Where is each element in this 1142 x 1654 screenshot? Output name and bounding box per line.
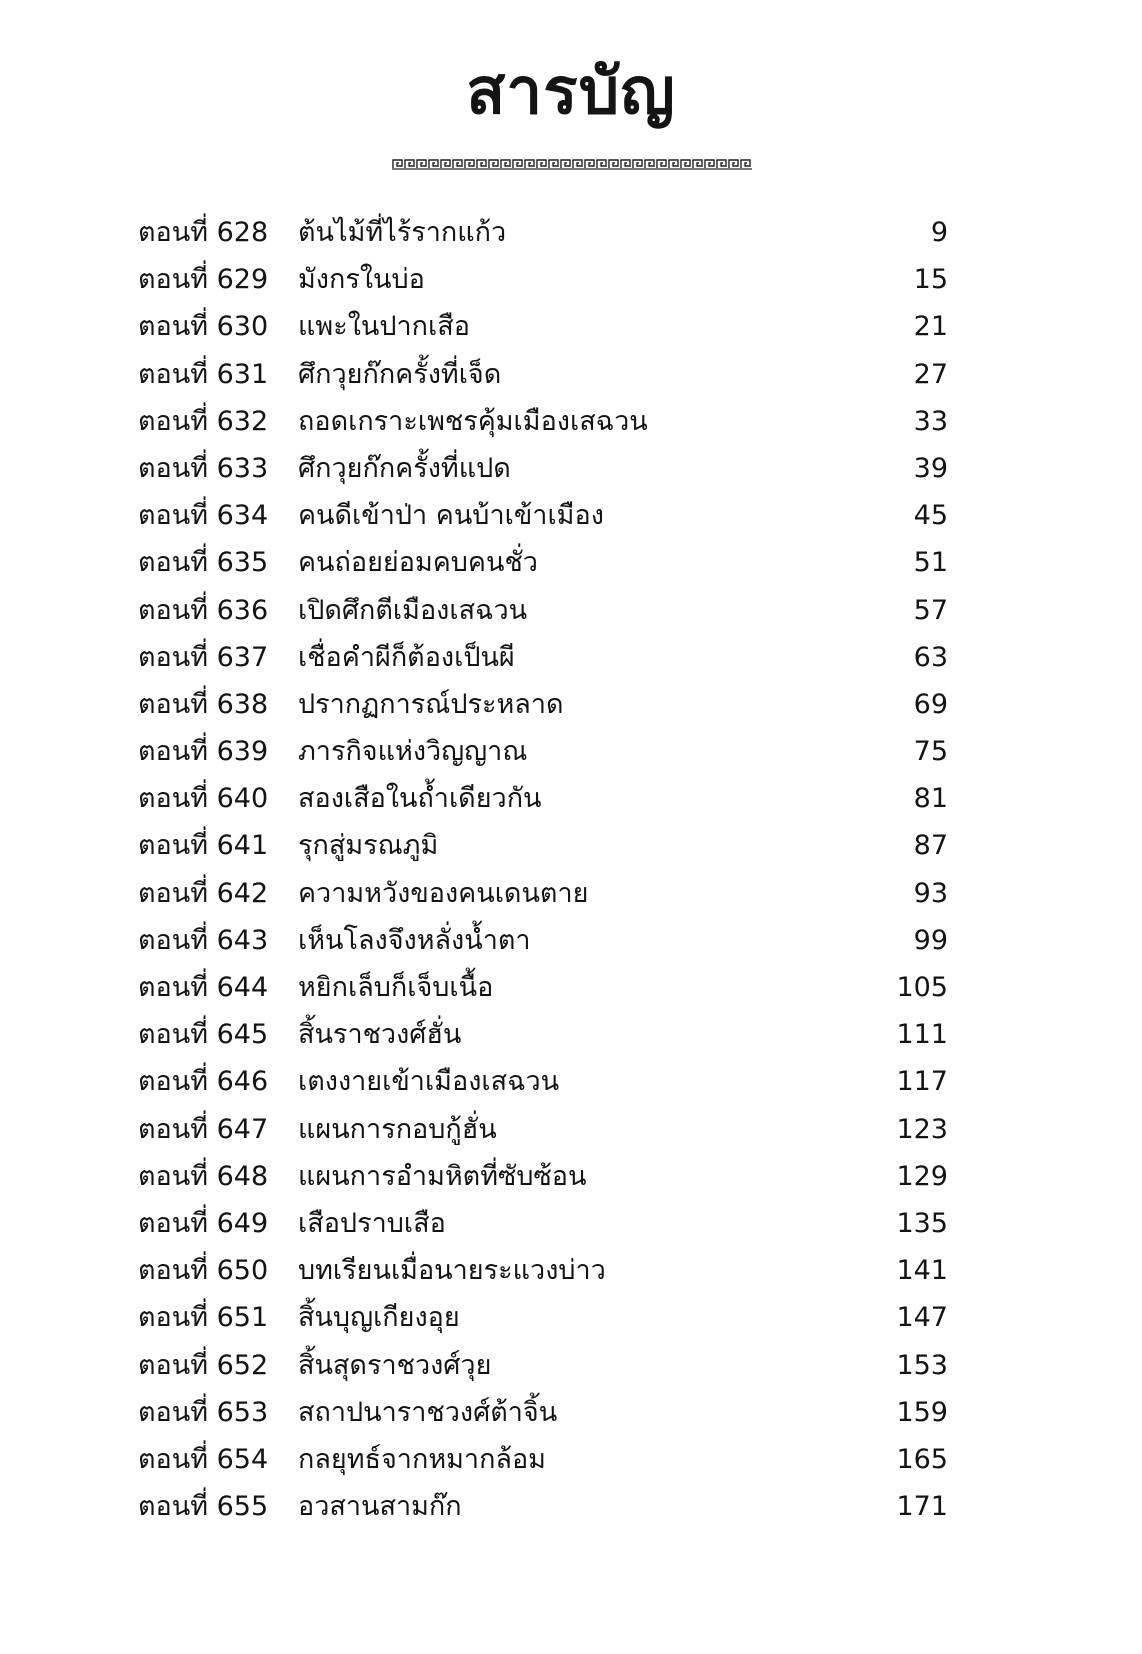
toc-chapter-number: ตอนที่ 650 — [138, 1255, 269, 1287]
toc-entry — [138, 870, 948, 917]
toc-chapter-number: ตอนที่ 632 — [138, 405, 269, 437]
toc-chapter-title: สิ้นสุดราชวงศ์วุย — [298, 1349, 492, 1381]
toc-chapter-title: เปิดศึกตีเมืองเสฉวน — [298, 594, 528, 626]
toc-chapter-number: ตอนที่ 641 — [138, 830, 269, 862]
toc-entry — [138, 822, 948, 869]
toc-entry — [138, 1011, 948, 1058]
toc-entry — [138, 303, 948, 350]
toc-chapter-number: ตอนที่ 652 — [138, 1349, 269, 1381]
toc-chapter-title: อวสานสามก๊ก — [298, 1491, 462, 1523]
toc-chapter-number: ตอนที่ 636 — [138, 594, 269, 626]
toc-chapter-number: ตอนที่ 655 — [138, 1491, 269, 1523]
toc-chapter-title: ศึกวุยก๊กครั้งที่แปด — [298, 452, 511, 484]
toc-chapter-title: แผนการกอบกู้ฮั่น — [298, 1113, 497, 1145]
toc-page-number: 63 — [913, 641, 948, 673]
toc-page-number: 45 — [913, 500, 948, 532]
toc-chapter-number: ตอนที่ 647 — [138, 1113, 269, 1145]
toc-chapter-title: สิ้นบุญเกียงอุย — [298, 1302, 460, 1334]
toc-chapter-number: ตอนที่ 638 — [138, 688, 269, 720]
toc-page-number: 105 — [896, 972, 948, 1003]
toc-chapter-number: ตอนที่ 633 — [138, 452, 269, 484]
toc-page-number: 129 — [896, 1160, 948, 1192]
toc-page-number: 39 — [913, 452, 948, 484]
toc-page-number: 171 — [896, 1491, 948, 1523]
toc-chapter-number: ตอนที่ 654 — [138, 1443, 269, 1475]
toc-chapter-number: ตอนที่ 640 — [138, 783, 269, 815]
toc-chapter-number: ตอนที่ 651 — [138, 1302, 269, 1334]
toc-chapter-title: หยิกเล็บก็เจ็บเนื้อ — [298, 972, 494, 1003]
toc-page-number: 33 — [913, 405, 948, 437]
toc-page-number: 117 — [896, 1066, 948, 1098]
toc-chapter-title: แผนการอำมหิตที่ซับซ้อน — [298, 1160, 587, 1192]
toc-chapter-title: ต้นไม้ที่ไร้รากแก้ว — [298, 217, 507, 248]
toc-chapter-number: ตอนที่ 628 — [138, 217, 269, 248]
toc-entry — [138, 445, 948, 492]
toc-chapter-title: เตงงายเข้าเมืองเสฉวน — [298, 1066, 560, 1098]
toc-page-number: 147 — [896, 1302, 948, 1334]
toc-page-number: 27 — [913, 358, 948, 390]
toc-chapter-title: มังกรในบ่อ — [298, 264, 425, 296]
page-title: สารบัญ — [466, 55, 676, 129]
toc-page-number: 99 — [913, 924, 948, 956]
toc-entry — [138, 1106, 948, 1153]
toc-entry — [138, 1058, 948, 1105]
toc-chapter-number: ตอนที่ 630 — [138, 311, 269, 343]
toc-chapter-number: ตอนที่ 639 — [138, 736, 269, 768]
toc-chapter-title: เชื่อคำผีก็ต้องเป็นผี — [298, 641, 515, 673]
toc-chapter-number: ตอนที่ 631 — [138, 358, 269, 390]
toc-chapter-title: สถาปนาราชวงศ์ต้าจิ้น — [298, 1396, 558, 1428]
toc-entry — [138, 351, 948, 398]
toc-chapter-number: ตอนที่ 644 — [138, 972, 269, 1003]
toc-chapter-title: บทเรียนเมื่อนายระแวงบ่าว — [298, 1255, 606, 1287]
toc-entry — [138, 1200, 948, 1247]
toc-page-number: 159 — [896, 1396, 948, 1428]
toc-page-number: 69 — [913, 688, 948, 720]
toc-chapter-title: แพะในปากเสือ — [298, 311, 470, 343]
toc-page-number: 51 — [913, 547, 948, 579]
toc-chapter-title: รุกสู่มรณภูมิ — [298, 830, 439, 862]
toc-entry — [138, 1153, 948, 1200]
toc-page-number: 165 — [896, 1443, 948, 1475]
toc-page-number: 153 — [896, 1349, 948, 1381]
toc-page-number: 111 — [896, 1019, 948, 1051]
toc-chapter-number: ตอนที่ 634 — [138, 500, 269, 532]
toc-page-number: 75 — [913, 736, 948, 768]
toc-entry — [138, 1294, 948, 1341]
ornament-divider — [392, 158, 752, 170]
toc-chapter-number: ตอนที่ 629 — [138, 264, 269, 296]
toc-page-number: 141 — [896, 1255, 948, 1287]
toc-entry — [138, 587, 948, 634]
toc-entry — [138, 634, 948, 681]
toc-entry — [138, 209, 948, 256]
toc-entry — [138, 256, 948, 303]
toc-chapter-number: ตอนที่ 645 — [138, 1019, 269, 1051]
toc-chapter-title: ถอดเกราะเพชรคุ้มเมืองเสฉวน — [298, 405, 648, 437]
toc-entry — [138, 917, 948, 964]
toc-chapter-title: สองเสือในถ้ำเดียวกัน — [298, 783, 542, 815]
toc-chapter-title: เห็นโลงจึงหลั่งน้ำตา — [298, 924, 531, 956]
toc-entry — [138, 539, 948, 586]
toc-chapter-title: ภารกิจแห่งวิญญาณ — [298, 736, 528, 768]
toc-page-number: 81 — [913, 783, 948, 815]
toc-page-number: 9 — [930, 217, 948, 248]
toc-page-number: 57 — [913, 594, 948, 626]
table-of-contents — [138, 209, 948, 1530]
toc-entry — [138, 1247, 948, 1294]
toc-entry — [138, 1389, 948, 1436]
toc-chapter-number: ตอนที่ 642 — [138, 877, 269, 909]
toc-entry — [138, 398, 948, 445]
toc-entry — [138, 1483, 948, 1530]
toc-entry — [138, 1342, 948, 1389]
toc-chapter-title: ความหวังของคนเดนตาย — [298, 877, 589, 909]
toc-chapter-number: ตอนที่ 635 — [138, 547, 269, 579]
toc-chapter-title: สิ้นราชวงศ์ฮั่น — [298, 1019, 462, 1051]
toc-chapter-number: ตอนที่ 637 — [138, 641, 269, 673]
toc-chapter-title: คนดีเข้าป่า คนบ้าเข้าเมือง — [298, 500, 604, 532]
toc-entry — [138, 775, 948, 822]
toc-entry — [138, 681, 948, 728]
toc-page-number: 15 — [913, 264, 948, 296]
toc-chapter-title: กลยุทธ์จากหมากล้อม — [298, 1443, 546, 1475]
toc-entry — [138, 1436, 948, 1483]
toc-page-number: 93 — [913, 877, 948, 909]
toc-chapter-title: คนถ่อยย่อมคบคนชั่ว — [298, 547, 538, 579]
toc-chapter-number: ตอนที่ 649 — [138, 1207, 269, 1239]
toc-chapter-title: ปรากฏการณ์ประหลาด — [298, 688, 564, 720]
toc-page-number: 21 — [913, 311, 948, 343]
toc-entry — [138, 728, 948, 775]
toc-chapter-title: เสือปราบเสือ — [298, 1207, 446, 1239]
toc-chapter-number: ตอนที่ 648 — [138, 1160, 269, 1192]
toc-entry — [138, 964, 948, 1011]
toc-page-number: 87 — [913, 830, 948, 862]
toc-chapter-number: ตอนที่ 643 — [138, 924, 269, 956]
toc-page-number: 135 — [896, 1207, 948, 1239]
toc-entry — [138, 492, 948, 539]
toc-chapter-number: ตอนที่ 646 — [138, 1066, 269, 1098]
toc-page-number: 123 — [896, 1113, 948, 1145]
toc-chapter-number: ตอนที่ 653 — [138, 1396, 269, 1428]
toc-chapter-title: ศึกวุยก๊กครั้งที่เจ็ด — [298, 358, 502, 390]
